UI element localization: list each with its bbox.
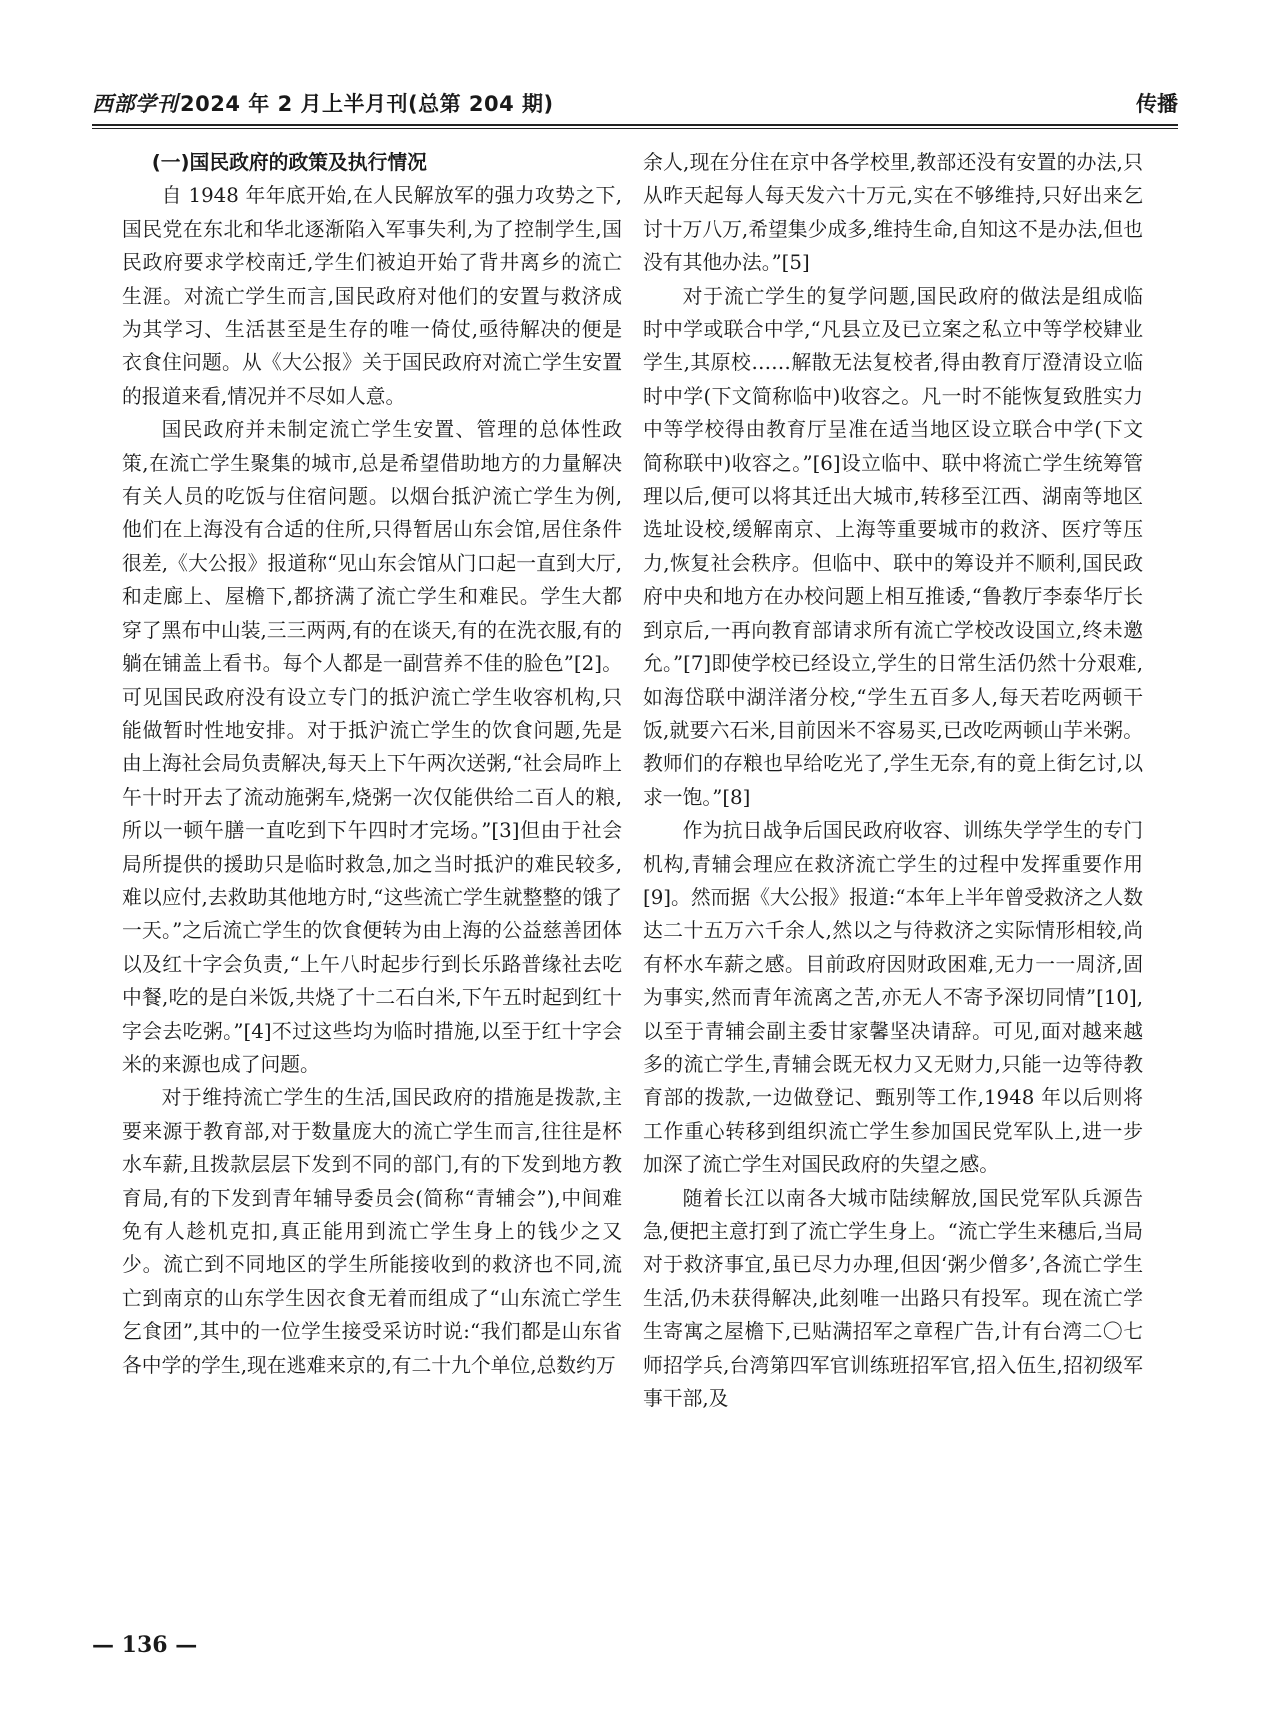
issue-info: 2024 年 2 月上半月刊(总第 204 期) (180, 92, 554, 116)
paragraph: 国民政府并未制定流亡学生安置、管理的总体性政策,在流亡学生聚集的城市,总是希望借助地方的力量解决有关人员的吃饭与住宿问题。以烟台抵沪流亡学生为例,他们在上海没有合适的住所,只得暂居山东会馆,居住条件很差,《大公报》报道称“见山东会馆从门口起一直到大厅,和走廊上、屋檐下,都挤满了流亡学生和难民。学生大都穿了黑布中山装,三三两两,有的在谈天,有的在洗衣服,有的躺在铺盖上看书。每个人都是一副营养不佳的脸色”[2]。可见国民政府没有设立专门的抵沪流亡学生收容机构,只能做暂时性地安排。对于抵沪流亡学生的饮食问题,先是由上海社会局负责解决,每天上下午两次送粥,“社会局昨上午十时开去了流动施粥车,烧粥一次仅能供给二百人的粮,所以一顿午膳一直吃到下午四时才完场。”[3]但由于社会局所提供的援助只是临时救急,加之当时抵沪的难民较多,难以应付,去救助其他地方时,“这些流亡学生就整整的饿了一天。”之后流亡学生的饮食便转为由上海的公益慈善团体以及红十字会负责,“上午八时起步行到长乐路普缘社去吃中餐,吃的是白米饭,共烧了十二石白米,下午五时起到红十字会去吃粥。”[4]不过这些均为临时措施,以至于红十字会米的来源也成了问题。 (122, 418, 622, 1076)
paragraph: 对于流亡学生的复学问题,国民政府的做法是组成临时中学或联合中学,“凡县立及已立案之私立中等学校肄业学生,其原校……解散无法复校者,得由教育厅澄清设立临时中学(下文简称临中)收容之。凡一时不能恢复致胜实力中等学校得由教育厅呈准在适当地区设立联合中学(下文简称联中)收容之。”[6]设立临中、联中将流亡学生统筹管理以后,便可以将其迁出大城市,转移至江西、湖南等地区选址设校,缓解南京、上海等重要城市的救济、医疗等压力,恢复社会秩序。但临中、联中的筹设并不顺利,国民政府中央和地方在办校问题上相互推诿,“鲁教厅李泰华厅长到京后,一再向教育部请求所有流亡学校改设国立,终未邀允。”[7]即使学校已经设立,学生的日常生活仍然十分艰难,如海岱联中湖洋渚分校,“学生五百多人,每天若吃两顿干饭,就要六石米,目前因米不容易买,已改吃两顿山芋米粥。教师们的存粮也早给吃光了,学生无奈,有的竟上街乞讨,以求一饱。”[8] (643, 284, 1143, 809)
journal-logo: 西部学刊 (92, 91, 178, 116)
right-column (643, 146, 1143, 1415)
paragraph: 作为抗日战争后国民政府收容、训练失学学生的专门机构,青辅会理应在救济流亡学生的过程中发挥重要作用[9]。然而据《大公报》报道:“本年上半年曾受救济之人数达二十五万六千余人,然以之与待救济之实际情形相较,尚有杯水车薪之感。目前政府因财政困难,无力一一周济,固为事实,然而青年流离之苦,亦无人不寄予深切同情”[10],以至于青辅会副主委甘家馨坚决请辞。可见,面对越来越多的流亡学生,青辅会既无权力又无财力,只能一边等待教育部的拨款,一边做登记、甄别等工作,1948 年以后则将工作重心转移到组织流亡学生参加国民党军队上,进一步加深了流亡学生对国民政府的失望之感。 (643, 819, 1143, 1177)
paragraph: 对于维持流亡学生的生活,国民政府的措施是拨款,主要来源于教育部,对于数量庞大的流亡学生而言,往往是杯水车薪,且拨款层层下发到不同的部门,有的下发到地方教育局,有的下发到青年辅导委员会(简称“青辅会”),中间难免有人趁机克扣,真正能用到流亡学生身上的钱少之又少。流亡到不同地区的学生所能接收到的救济也不同,流亡到南京的山东学生因衣食无着而组成了“山东流亡学生乞食团”,其中的一位学生接受采访时说:“我们都是山东省各中学的学生,现在逃难来京的,有二十九个单位,总数约万 (122, 1086, 622, 1377)
section-heading: (一)国民政府的政策及执行情况 (151, 151, 427, 174)
running-header (92, 86, 1178, 122)
paragraph: 自 1948 年年底开始,在人民解放军的强力攻势之下,国民党在东北和华北逐渐陷入军事失利,为了控制学生,国民政府要求学校南迁,学生们被迫开始了背井离乡的流亡生涯。对流亡学生而言,国民政府对他们的安置与救济成为其学习、生活甚至是生存的唯一倚仗,亟待解决的便是衣食住问题。从《大公报》关于国民政府对流亡学生安置的报道来看,情况并不尽如人意。 (122, 184, 622, 408)
paragraph: 随着长江以南各大城市陆续解放,国民党军队兵源告急,便把主意打到了流亡学生身上。“流亡学生来穗后,当局对于救济事宜,虽已尽力办理,但因‘粥少僧多’,各流亡学生生活,仍未获得解决,此刻唯一出路只有投军。现在流亡学生寄寓之屋檐下,已贴满招军之章程广告,计有台湾二〇七师招学兵,台湾第四军官训练班招军官,招入伍生,招初级军事干部,及 (643, 1186, 1143, 1411)
journal-issue-line (92, 88, 554, 118)
header-rule-thin (92, 128, 1178, 129)
page-number: — 136 — (92, 1632, 198, 1658)
section-label: 传播 (1136, 92, 1178, 116)
paragraph-continued: 余人,现在分住在京中各学校里,教部还没有安置的办法,只从昨天起每人每天发六十万元,实在不够维持,只好出来乞讨十万八万,希望集少成多,维持生命,自知这不是办法,但也没有其他办法。”[5] (643, 151, 1143, 275)
left-column (122, 146, 622, 1382)
header-rule-thick (92, 124, 1178, 126)
